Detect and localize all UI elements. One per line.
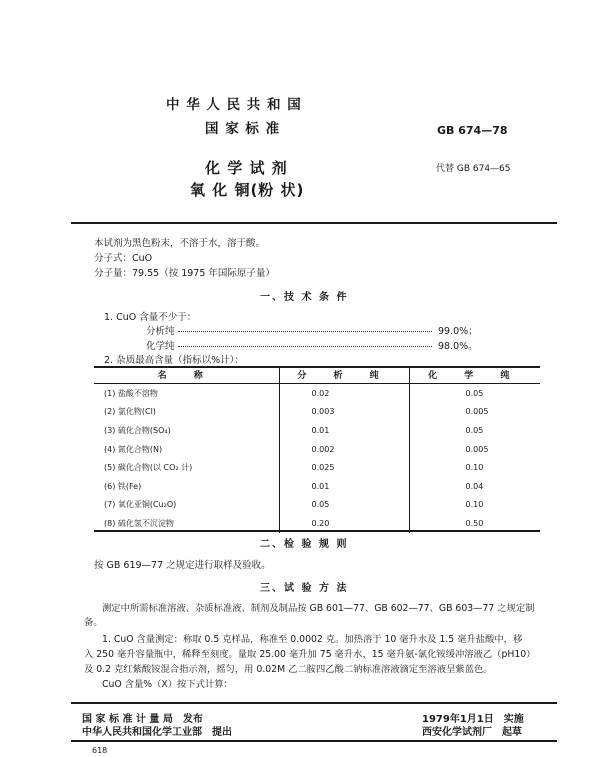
table-row: [94, 403, 540, 422]
section-title-inspection: 二、检 验 规 则: [260, 539, 349, 550]
column-header-name: 名 称: [94, 366, 279, 384]
column-header-chemical: 化 学 纯: [409, 366, 540, 384]
analytical-limit: 0.025: [279, 458, 409, 477]
impurity-name: (1) 盐酸不溶物: [104, 388, 158, 398]
chemical-grade-label: 化学纯: [146, 341, 175, 352]
analytical-grade-label: 分析纯: [146, 326, 175, 337]
page-number: 618: [92, 746, 108, 755]
analytical-limit: 0.01: [279, 477, 409, 496]
impurity-name: (6) 铁(Fe): [104, 481, 142, 491]
standard-code: GB 674—78: [437, 124, 508, 137]
analytical-limit: 0.20: [279, 514, 409, 533]
chemical-limit: 0.04: [409, 477, 540, 496]
chemical-limit: 0.05: [409, 384, 540, 403]
impurity-name: (7) 氧化亚铜(Cu₂O): [104, 500, 177, 510]
footer-divider: [71, 702, 557, 704]
table-row: [94, 458, 540, 477]
impurity-name: (2) 氯化物(Cl): [104, 407, 156, 417]
impurity-name: (5) 碳化合物(以 CO₂ 计): [104, 463, 193, 473]
table-row: [94, 421, 540, 440]
analytical-limit: 0.01: [279, 421, 409, 440]
replaces-note: 代替 GB 674—65: [436, 164, 511, 174]
table-row: [94, 440, 540, 459]
table-header-row: [94, 366, 540, 384]
table-row: [94, 496, 540, 515]
footer-drafter: 西安化学试剂厂 起草: [422, 727, 522, 738]
document-category: 化 学 试 剂: [205, 159, 288, 177]
method-paragraph-line: 备。: [84, 617, 103, 628]
method-paragraph-line: 及 0.2 克红紫酸铵混合指示剂，摇匀，用 0.02M 乙二胺四乙酸二钠标准溶液滴定至溶液呈紫蓝色。: [84, 664, 493, 675]
method-paragraph-line: 1. CuO 含量测定：称取 0.5 克样品，称准至 0.0002 克。加热溶于 10 毫升水及 1.5 毫升盐酸中，移: [102, 634, 523, 645]
cuo-min-content-label: 1. CuO 含量不少于：: [104, 312, 197, 323]
chemical-limit: 0.50: [409, 514, 540, 533]
inspection-text: 按 GB 619—77 之规定进行取样及验收。: [94, 560, 271, 571]
chemical-limit: 0.10: [409, 496, 540, 515]
method-paragraph-line: CuO 含量%（X）按下式计算：: [102, 679, 233, 690]
impurity-name: (3) 硫化合物(SO₄): [104, 425, 171, 435]
standard-type: 国 家 标 准: [205, 121, 281, 137]
section-title-test-methods: 三、试 验 方 法: [260, 583, 349, 594]
analytical-limit: 0.02: [279, 384, 409, 403]
impurity-name: (4) 氮化合物(N): [104, 444, 163, 454]
chemical-grade-value: 98.0%。: [438, 341, 478, 352]
footer-implementation-date: 1979年1月1日 实施: [422, 714, 524, 725]
analytical-limit: 0.05: [279, 496, 409, 515]
footer-bottom-rule: [71, 740, 557, 742]
impurity-name: (8) 硫化氢不沉淀物: [104, 518, 174, 528]
analytical-grade-value: 99.0%；: [438, 326, 478, 337]
leader-dots: [178, 331, 432, 332]
intro-formula: 分子式：CuO: [94, 253, 153, 264]
chemical-limit: 0.10: [409, 458, 540, 477]
intro-molecular-weight: 分子量：79.55（按 1975 年国际原子量）: [94, 268, 275, 279]
column-header-analytical: 分 析 纯: [279, 366, 409, 384]
table-row: [94, 384, 540, 403]
chemical-limit: 0.005: [409, 440, 540, 459]
country-name: 中 华 人 民 共 和 国: [166, 97, 302, 113]
table-bottom-rule: [94, 530, 540, 532]
analytical-limit: 0.002: [279, 440, 409, 459]
chemical-limit: 0.05: [409, 421, 540, 440]
method-paragraph-line: 测定中所需标准溶液、杂质标准液、制剂及制品按 GB 601—77、GB 602—77、GB 603—77 之规定制: [102, 603, 535, 614]
footer-issuer: 国 家 标 准 计 量 局 发布: [82, 714, 203, 725]
leader-dots: [178, 346, 432, 347]
chemical-limit: 0.005: [409, 403, 540, 422]
document-title: 氧 化 铜(粉 状): [190, 181, 305, 199]
table-row: [94, 477, 540, 496]
impurity-table: [94, 366, 540, 533]
section-title-specifications: 一、技 术 条 件: [260, 292, 349, 303]
impurity-max-label: 2. 杂质最高含量（指标以%计）：: [104, 355, 244, 366]
intro-description: 本试剂为黑色粉末，不溶于水，溶于酸。: [94, 238, 266, 249]
analytical-limit: 0.003: [279, 403, 409, 422]
header-divider: [71, 222, 557, 224]
footer-proposer: 中华人民共和国化学工业部 提出: [82, 727, 232, 738]
method-paragraph-line: 入 250 毫升容量瓶中，稀释至刻度。量取 25.00 毫升加 75 毫升水，15 毫升氨-氯化铵缓冲溶液乙（pH10）: [84, 649, 536, 660]
